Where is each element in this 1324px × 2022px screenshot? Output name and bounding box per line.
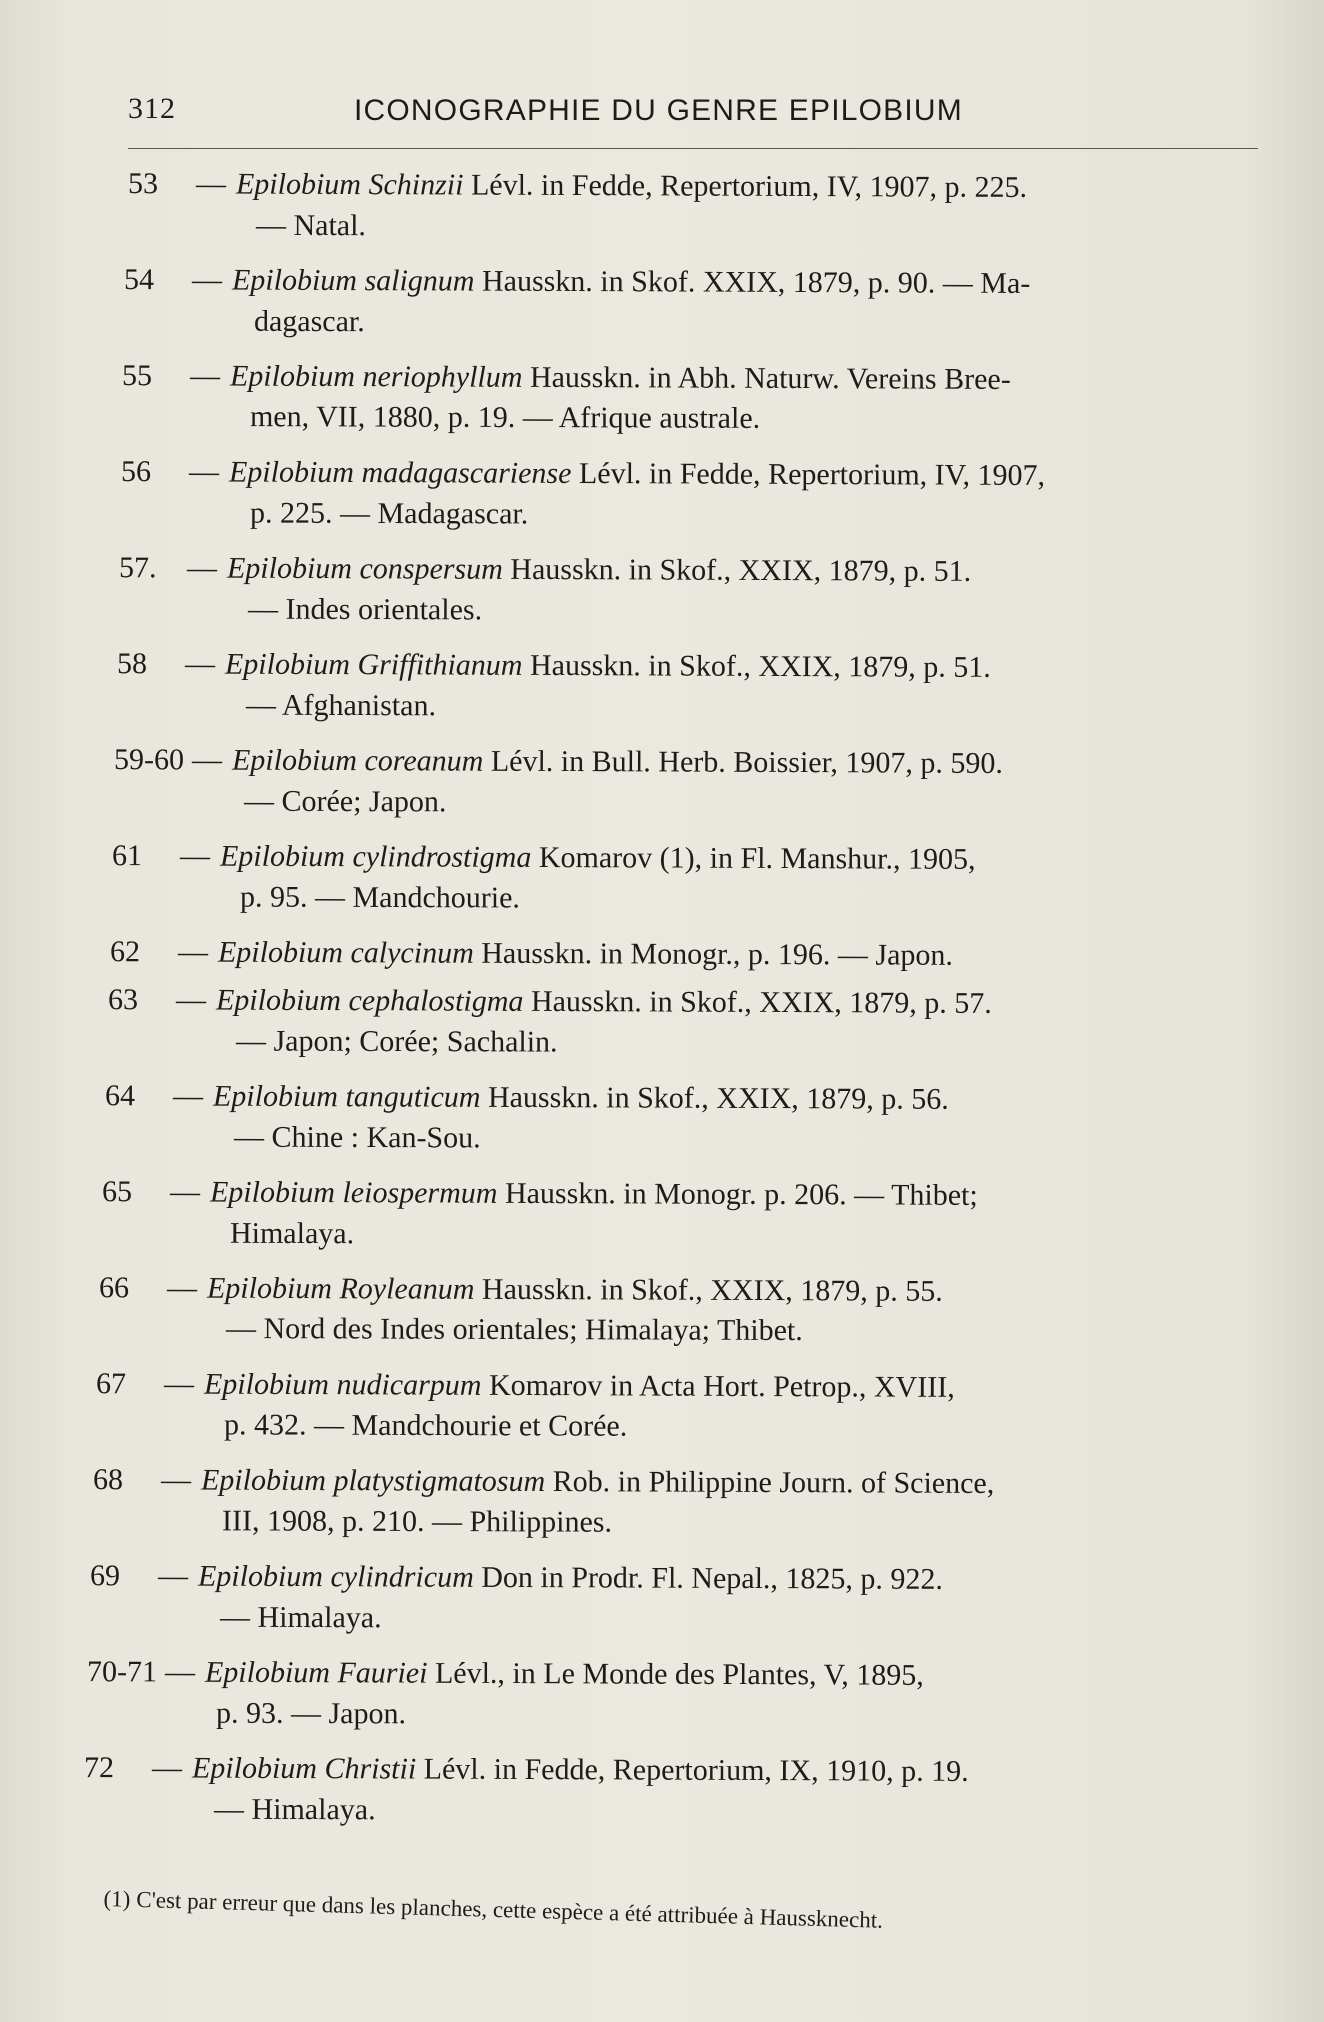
entry-main-line: 63 — Epilobium cephalostigma Hausskn. in Skof., XXIX, 1879, p. 57.: [107, 983, 992, 1020]
entry-number: 65: [101, 1175, 133, 1209]
entry-number: 54: [123, 263, 155, 297]
entry-main-line: 64 — Epilobium tanguticum Hausskn. in Skof., XXIX, 1879, p. 56.: [104, 1079, 949, 1116]
entry-continuation: p. 95. — Mandchourie.: [239, 880, 521, 915]
entry-continuation: — Himalaya.: [213, 1792, 376, 1827]
species-entry-72: [0, 1752, 1324, 1848]
entry-continuation: — Chine : Kan-Sou.: [233, 1120, 481, 1155]
entry-continuation: — Himalaya.: [219, 1600, 382, 1635]
entry-continuation: — Japon; Corée; Sachalin.: [235, 1024, 558, 1059]
footnote-mark: (1): [103, 1885, 131, 1912]
species-name: Epilobium Royleanum: [206, 1271, 475, 1306]
entry-number: 56: [120, 454, 152, 489]
citation: Hausskn. in Skof., XXIX, 1879, p. 57.: [530, 984, 992, 1020]
entry-main-line: 61 — Epilobium cylindrostigma Komarov (1), in Fl. Manshur., 1905,: [111, 839, 976, 876]
citation: Hausskn. in Skof. XXIX, 1879, p. 90. — Ma-: [481, 264, 1031, 300]
entry-main-line: 54 — Epilobium salignum Hausskn. in Skof. XXIX, 1879, p. 90. — Ma-: [123, 263, 1031, 300]
entry-continuation: p. 432. — Mandchourie et Corée.: [223, 1408, 628, 1443]
species-entry-57: [0, 552, 1324, 648]
species-name: Epilobium Christii: [191, 1751, 417, 1786]
entry-continuation: men, VII, 1880, p. 19. — Afrique australe.: [249, 400, 761, 435]
entry-main-line: 65 — Epilobium leiospermum Hausskn. in Monogr. p. 206. — Thibet;: [101, 1175, 978, 1212]
entry-number: 55: [121, 359, 153, 393]
entry-number: 68: [92, 1463, 124, 1497]
citation: Hausskn. in Skof., XXIX, 1879, p. 51.: [510, 552, 972, 588]
entry-number: 57.: [118, 551, 157, 585]
species-name: Epilobium cylindrostigma: [219, 839, 532, 874]
citation: Hausskn. in Skof., XXIX, 1879, p. 51.: [529, 648, 991, 684]
species-entry-56: [0, 456, 1324, 552]
page-header: [128, 92, 1258, 149]
species-name: Epilobium Schinzii: [235, 167, 464, 202]
species-name: Epilobium neriophyllum: [229, 359, 523, 394]
entry-number: 53: [127, 167, 159, 201]
citation: Hausskn. in Skof., XXIX, 1879, p. 56.: [487, 1080, 949, 1116]
entry-continuation: p. 93. — Japon.: [215, 1696, 407, 1731]
citation: Lévl., in Le Monde des Plantes, V, 1895,: [434, 1656, 924, 1692]
species-name: Epilobium cephalostigma: [215, 983, 524, 1018]
entry-continuation: — Nord des Indes orientales; Himalaya; Thibet.: [225, 1311, 803, 1348]
citation: Hausskn. in Monogr., p. 196. — Japon.: [481, 936, 954, 972]
entry-continuation: III, 1908, p. 210. — Philippines.: [221, 1504, 613, 1539]
species-name: Epilobium Griffithianum: [224, 647, 523, 682]
species-name: Epilobium coreanum: [231, 743, 484, 778]
entry-main-line: 66 — Epilobium Royleanum Hausskn. in Skof., XXIX, 1879, p. 55.: [98, 1271, 943, 1308]
entry-number: 67: [95, 1367, 127, 1401]
species-name: Epilobium tanguticum: [212, 1079, 481, 1114]
entry-main-line: 59-60 — Epilobium coreanum Lévl. in Bull. Herb. Boissier, 1907, p. 590.: [113, 743, 1004, 780]
entry-continuation: — Corée; Japon.: [243, 784, 447, 819]
entry-number: 66: [98, 1271, 130, 1305]
entry-main-line: 69 — Epilobium cylindricum Don in Prodr. Fl. Nepal., 1825, p. 922.: [89, 1559, 944, 1596]
entry-main-line: 67 — Epilobium nudicarpum Komarov in Acta Hort. Petrop., XVIII,: [95, 1367, 955, 1404]
species-list: [0, 168, 1324, 1848]
species-name: Epilobium conspersum: [226, 551, 503, 586]
footnote: [103, 1883, 1223, 1946]
species-entry-54: [0, 264, 1324, 360]
citation: Don in Prodr. Fl. Nepal., 1825, p. 922.: [481, 1560, 944, 1596]
entry-continuation: — Indes orientales.: [247, 592, 483, 627]
entry-main-line: 56 — Epilobium madagascariense Lévl. in Fedde, Repertorium, IV, 1907,: [120, 454, 1046, 493]
species-name: Epilobium Fauriei: [204, 1655, 428, 1690]
entry-main-line: 53 — Epilobium Schinzii Lévl. in Fedde, Repertorium, IV, 1907, p. 225.: [127, 167, 1028, 204]
species-name: Epilobium madagascariense: [228, 455, 572, 490]
citation: Lévl. in Fedde, Repertorium, IV, 1907, p. 225.: [470, 168, 1028, 204]
citation: Hausskn. in Skof., XXIX, 1879, p. 55.: [481, 1272, 943, 1308]
citation: Lévl. in Fedde, Repertorium, IX, 1910, p. 19.: [423, 1752, 969, 1788]
citation: Rob. in Philippine Journ. of Science,: [552, 1465, 995, 1500]
entry-continuation: Himalaya.: [229, 1216, 355, 1251]
entry-number: 69: [89, 1559, 121, 1593]
species-name: Epilobium salignum: [231, 263, 475, 298]
citation: Komarov (1), in Fl. Manshur., 1905,: [538, 840, 976, 876]
species-entry-62: [0, 936, 1324, 984]
entry-continuation: — Afghanistan.: [245, 688, 437, 723]
species-entry-66: [0, 1272, 1324, 1368]
species-name: Epilobium leiospermum: [209, 1175, 498, 1210]
page-number: 312: [128, 92, 176, 125]
entry-main-line: 58 — Epilobium Griffithianum Hausskn. in Skof., XXIX, 1879, p. 51.: [116, 647, 991, 684]
citation: Hausskn. in Abh. Naturw. Vereins Bree-: [529, 360, 1011, 396]
entry-number: 58: [116, 647, 148, 681]
entry-main-line: 70-71 — Epilobium Fauriei Lévl., in Le Monde des Plantes, V, 1895,: [86, 1655, 924, 1692]
entry-number: 64: [104, 1079, 136, 1113]
entry-number: 63: [107, 983, 139, 1017]
entry-number: 61: [111, 839, 143, 873]
entry-number: 70-71: [86, 1655, 158, 1689]
species-entry-65: [0, 1176, 1324, 1272]
entry-main-line: 62 — Epilobium calycinum Hausskn. in Monogr., p. 196. — Japon.: [109, 935, 954, 972]
entry-main-line: 68 — Epilobium platystigmatosum Rob. in Philippine Journ. of Science,: [92, 1463, 995, 1500]
species-name: Epilobium calycinum: [217, 935, 474, 970]
species-entry-59-60: [0, 744, 1324, 840]
species-entry-64: [0, 1080, 1324, 1176]
citation: Lévl. in Fedde, Repertorium, IV, 1907,: [578, 456, 1046, 493]
species-entry-70-71: [0, 1656, 1324, 1752]
entry-number: 59-60: [113, 743, 185, 777]
entry-main-line: 55 — Epilobium neriophyllum Hausskn. in Abh. Naturw. Vereins Bree-: [121, 359, 1011, 396]
entry-number: 62: [109, 935, 141, 969]
species-entry-53: [0, 168, 1324, 264]
citation: Komarov in Acta Hort. Petrop., XVIII,: [488, 1368, 955, 1404]
species-name: Epilobium platystigmatosum: [200, 1463, 546, 1499]
species-entry-61: [0, 840, 1324, 936]
species-entry-67: [0, 1368, 1324, 1464]
species-entry-63: [0, 984, 1324, 1080]
species-entry-55: [0, 360, 1324, 456]
species-name: Epilobium cylindricum: [197, 1559, 474, 1594]
entry-continuation: p. 225. — Madagascar.: [249, 496, 529, 531]
running-title: ICONOGRAPHIE DU GENRE EPILOBIUM: [354, 94, 963, 127]
footnote-text: C'est par erreur que dans les planches, cette espèce a été attribuée à Haussknecht.: [136, 1886, 884, 1933]
citation: Hausskn. in Monogr. p. 206. — Thibet;: [504, 1176, 978, 1212]
species-entry-68: [0, 1464, 1324, 1560]
species-entry-69: [0, 1560, 1324, 1656]
entry-continuation: — Natal.: [255, 208, 367, 243]
entry-number: 72: [83, 1751, 115, 1785]
species-name: Epilobium nudicarpum: [203, 1367, 482, 1402]
species-entry-58: [0, 648, 1324, 744]
citation: Lévl. in Bull. Herb. Boissier, 1907, p. 590.: [490, 744, 1004, 780]
entry-continuation: dagascar.: [253, 304, 365, 339]
entry-main-line: 72 — Epilobium Christii Lévl. in Fedde, Repertorium, IX, 1910, p. 19.: [83, 1751, 969, 1788]
entry-main-line: 57. — Epilobium conspersum Hausskn. in Skof., XXIX, 1879, p. 51.: [118, 551, 972, 588]
